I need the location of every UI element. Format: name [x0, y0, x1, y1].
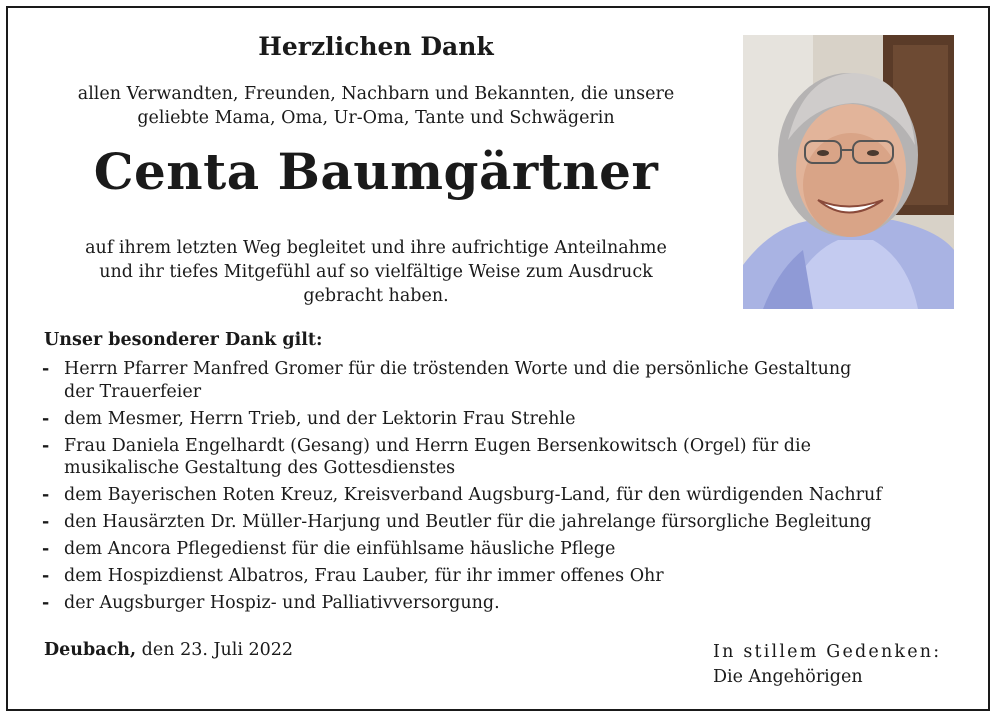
dash-bullet: - — [42, 512, 50, 532]
list-item-line: Herrn Pfarrer Manfred Gromer für die tröstenden Worte und die persönliche Gestaltung — [64, 359, 852, 379]
heading: Herzlichen Dank — [258, 32, 494, 61]
list-item-line: dem Bayerischen Roten Kreuz, Kreisverband Augsburg-Land, für den würdigenden Nachruf — [64, 485, 882, 505]
place-date — [44, 640, 293, 660]
dash-bullet: - — [42, 566, 50, 586]
list-item-line: dem Mesmer, Herrn Trieb, und der Lektorin Frau Strehle — [64, 408, 576, 429]
deceased-name: Centa Baumgärtner — [93, 142, 659, 201]
list-item — [42, 511, 972, 534]
list-item — [42, 358, 972, 403]
list-item — [42, 538, 972, 561]
list-item — [42, 592, 972, 615]
thanks-title: Unser besonderer Dank gilt: — [44, 330, 323, 350]
place: Deubach, — [44, 640, 137, 660]
list-item-line: Frau Daniela Engelhardt (Gesang) und Herrn Eugen Bersenkowitsch (Orgel) für die — [64, 435, 811, 456]
intro-text — [44, 82, 708, 130]
dash-bullet: - — [42, 435, 50, 456]
intro-line: allen Verwandten, Freunden, Nachbarn und Bekannten, die unsere — [77, 84, 675, 104]
intro-line: geliebte Mama, Oma, Ur-Oma, Tante und Schwägerin — [137, 108, 615, 128]
dash-bullet: - — [42, 539, 50, 559]
signature: Die Angehörigen — [713, 667, 863, 687]
list-item-line: den Hausärzten Dr. Müller-Harjung und Beutler für die jahrelange fürsorgliche Begleitung — [64, 512, 872, 532]
body-text — [44, 236, 708, 308]
dash-bullet: - — [42, 593, 50, 613]
portrait-photo — [743, 35, 954, 309]
list-item — [42, 565, 972, 588]
thanks-list — [42, 358, 972, 619]
list-item-line: dem Ancora Pflegedienst für die einfühlsame häusliche Pflege — [64, 539, 616, 559]
signature-block — [713, 640, 941, 690]
dash-bullet: - — [42, 485, 50, 505]
portrait-image — [743, 35, 954, 309]
body-line: auf ihrem letzten Weg begleitet und ihre aufrichtige Anteilnahme — [85, 238, 667, 258]
list-item-line: der Trauerfeier — [64, 381, 202, 402]
date: den 23. Juli 2022 — [141, 640, 294, 660]
body-line: und ihr tiefes Mitgefühl auf so vielfältige Weise zum Ausdruck — [99, 262, 653, 282]
body-line: gebracht haben. — [303, 286, 449, 306]
dash-bullet: - — [42, 408, 50, 429]
list-item-line: musikalische Gestaltung des Gottesdienstes — [64, 458, 456, 478]
list-item-line: dem Hospizdienst Albatros, Frau Lauber, für ihr immer offenes Ohr — [64, 566, 664, 586]
dash-bullet: - — [42, 359, 50, 379]
list-item-line: der Augsburger Hospiz- und Palliativversorgung. — [64, 593, 500, 613]
list-item — [42, 435, 972, 480]
list-item — [42, 408, 972, 431]
list-item — [42, 484, 972, 507]
signature-label: In stillem Gedenken: — [713, 642, 942, 662]
